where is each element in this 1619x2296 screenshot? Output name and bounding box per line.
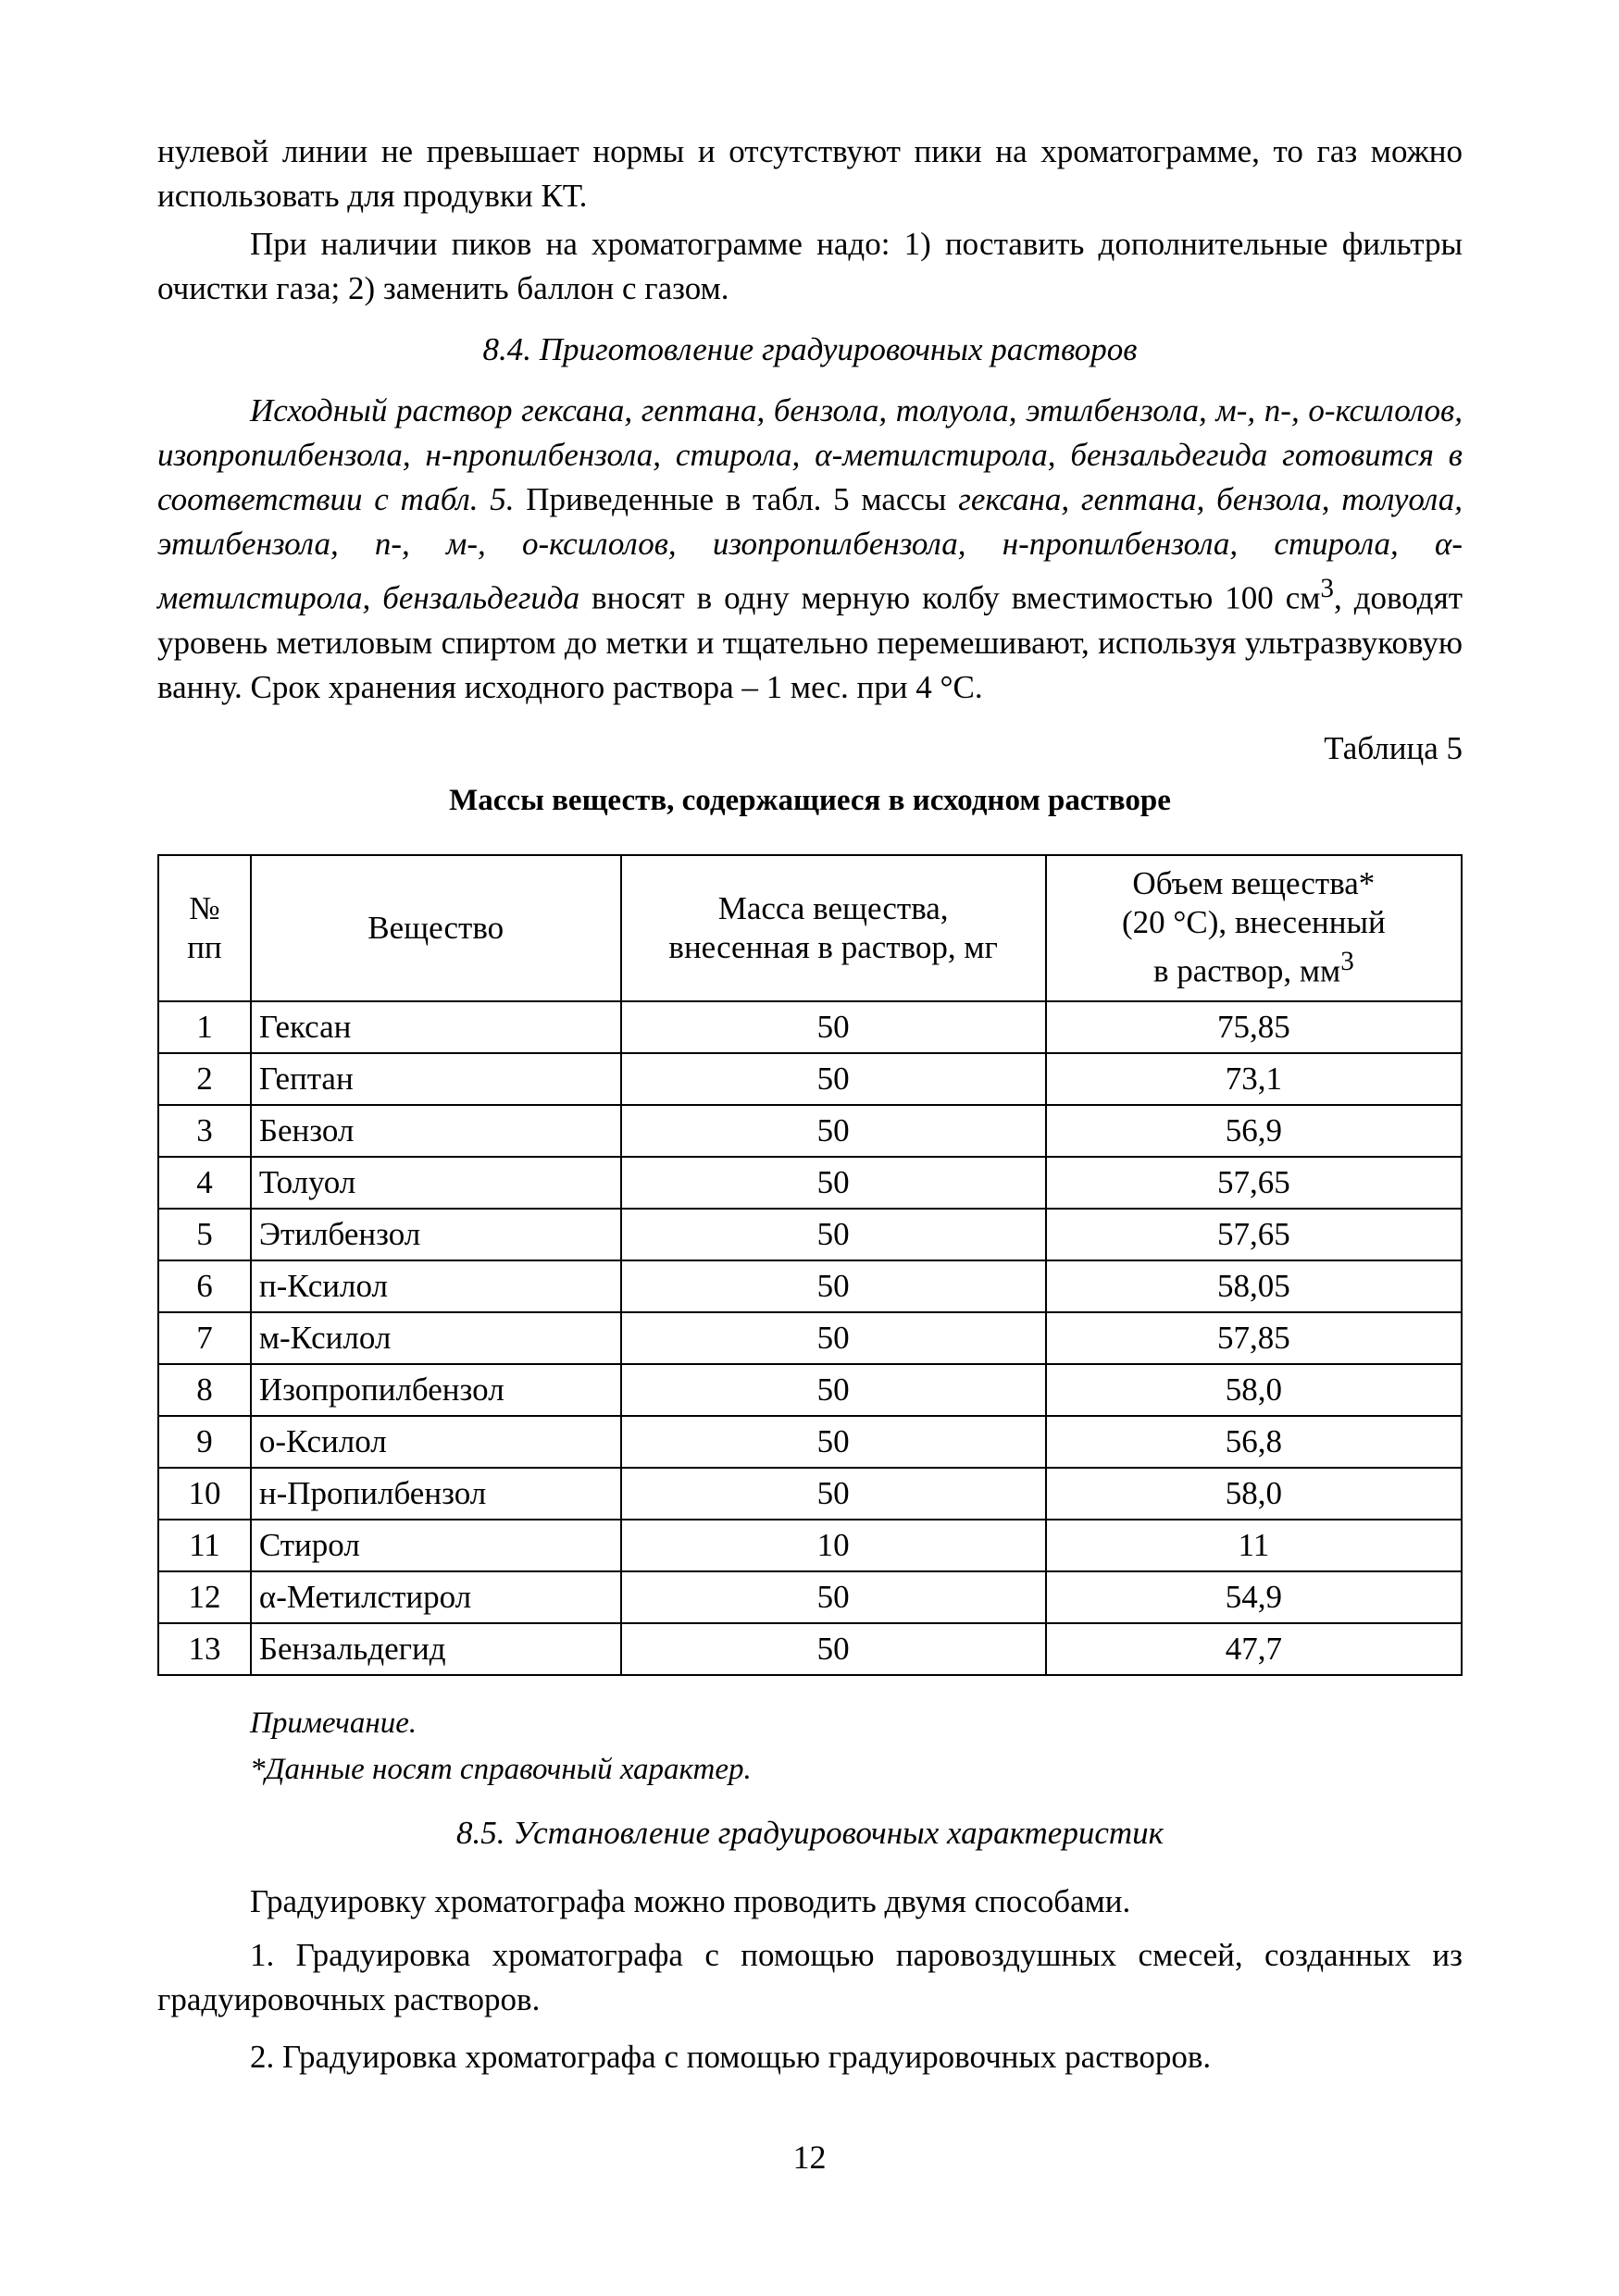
header-substance: Вещество bbox=[251, 855, 621, 1001]
cell-mass: 50 bbox=[621, 1416, 1046, 1468]
cell-substance: Бензол bbox=[251, 1105, 621, 1157]
paragraph-method-2: 2. Градуировка хроматографа с помощью градуировочных растворов. bbox=[250, 2038, 1212, 2075]
stock-solution-text-b: вносят в одну мерную колбу вместимостью 100 см bbox=[579, 579, 1321, 616]
table-row bbox=[158, 1001, 1462, 1053]
cell-substance: Стирол bbox=[251, 1520, 621, 1571]
section-heading-8-5: 8.5. Установление градуировочных характеристик bbox=[455, 1814, 1164, 1851]
header-number bbox=[158, 855, 251, 1001]
cell-number: 1 bbox=[158, 1001, 251, 1053]
cell-mass: 50 bbox=[621, 1468, 1046, 1520]
header-number-line2: пп bbox=[187, 928, 222, 965]
cell-number: 13 bbox=[158, 1623, 251, 1675]
cell-mass: 50 bbox=[621, 1364, 1046, 1416]
cell-mass: 50 bbox=[621, 1105, 1046, 1157]
cell-substance: Бензальдегид bbox=[251, 1623, 621, 1675]
table-row bbox=[158, 1416, 1462, 1468]
table-row bbox=[158, 1105, 1462, 1157]
table-row bbox=[158, 1209, 1462, 1260]
cell-substance: н-Пропилбензол bbox=[251, 1468, 621, 1520]
section-heading-8-4: 8.4. Приготовление градуировочных растворов bbox=[482, 331, 1138, 367]
cell-mass: 50 bbox=[621, 1312, 1046, 1364]
cell-number: 12 bbox=[158, 1571, 251, 1623]
cell-mass: 50 bbox=[621, 1260, 1046, 1312]
stock-solution-italic-b: гексана, гептана, бензола, толуола, этилбензола, п-, м-, о-ксилолов, изопропилбензола, н-пропилбензола, стирола, α-метилстирола, бензальдегида bbox=[157, 481, 1463, 616]
paragraph-continuation: нулевой линии не превышает нормы и отсутствуют пики на хроматограмме, то газ можно использовать для продувки КТ. bbox=[157, 133, 1463, 214]
header-volume-sup: 3 bbox=[1340, 947, 1354, 977]
paragraph-method-1: 1. Градуировка хроматографа с помощью паровоздушных смесей, созданных из градуировочных растворов. bbox=[157, 1936, 1463, 2017]
cell-volume: 47,7 bbox=[1046, 1623, 1462, 1675]
cell-substance: о-Ксилол bbox=[251, 1416, 621, 1468]
cell-mass: 50 bbox=[621, 1157, 1046, 1209]
cell-number: 5 bbox=[158, 1209, 251, 1260]
cell-volume: 58,0 bbox=[1046, 1364, 1462, 1416]
table-note bbox=[250, 1700, 1463, 1793]
cell-volume: 11 bbox=[1046, 1520, 1462, 1571]
cell-mass: 10 bbox=[621, 1520, 1046, 1571]
header-mass-line1: Масса вещества, bbox=[717, 889, 949, 926]
table-header-row bbox=[158, 855, 1462, 1001]
header-volume-line2: (20 °С), внесенный bbox=[1121, 904, 1386, 941]
header-mass bbox=[621, 855, 1046, 1001]
stock-solution-text-a: Приведенные в табл. 5 массы bbox=[514, 481, 959, 517]
cell-number: 8 bbox=[158, 1364, 251, 1416]
cell-volume: 56,8 bbox=[1046, 1416, 1462, 1468]
masses-table bbox=[157, 854, 1463, 1676]
header-volume-line1: Объем вещества* bbox=[1132, 865, 1376, 902]
cell-substance: Гептан bbox=[251, 1053, 621, 1105]
page-number: 12 bbox=[792, 2139, 827, 2176]
header-volume bbox=[1046, 855, 1462, 1001]
cell-number: 7 bbox=[158, 1312, 251, 1364]
table-row bbox=[158, 1520, 1462, 1571]
table-row bbox=[158, 1623, 1462, 1675]
cell-volume: 54,9 bbox=[1046, 1571, 1462, 1623]
cell-volume: 56,9 bbox=[1046, 1105, 1462, 1157]
cell-mass: 50 bbox=[621, 1209, 1046, 1260]
table-row bbox=[158, 1053, 1462, 1105]
paragraph-stock-solution bbox=[157, 389, 1463, 710]
table-row bbox=[158, 1571, 1462, 1623]
stock-solution-text-c: , доводят уровень метиловым спиртом до метки и тщательно перемешивают, используя ультразвуковую ванну. Срок хранения исходного раствора – 1 мес. при 4 °С. bbox=[157, 579, 1463, 705]
cell-mass: 50 bbox=[621, 1001, 1046, 1053]
cell-mass: 50 bbox=[621, 1571, 1046, 1623]
cell-volume: 58,05 bbox=[1046, 1260, 1462, 1312]
document-page bbox=[157, 130, 1463, 2079]
table-row bbox=[158, 1364, 1462, 1416]
cell-number: 6 bbox=[158, 1260, 251, 1312]
table-row bbox=[158, 1157, 1462, 1209]
cell-mass: 50 bbox=[621, 1623, 1046, 1675]
cell-volume: 57,65 bbox=[1046, 1157, 1462, 1209]
paragraph-peaks: При наличии пиков на хроматограмме надо: 1) поставить дополнительные фильтры очистки газа; 2) заменить баллон с газом. bbox=[157, 226, 1463, 306]
table-number: Таблица 5 bbox=[1324, 729, 1463, 766]
cell-volume: 57,65 bbox=[1046, 1209, 1462, 1260]
table-row bbox=[158, 1312, 1462, 1364]
cell-substance: п-Ксилол bbox=[251, 1260, 621, 1312]
note-label: Примечание. bbox=[250, 1706, 417, 1740]
cell-volume: 58,0 bbox=[1046, 1468, 1462, 1520]
cell-substance: Гексан bbox=[251, 1001, 621, 1053]
cell-substance: Толуол bbox=[251, 1157, 621, 1209]
cell-substance: м-Ксилол bbox=[251, 1312, 621, 1364]
header-mass-line2: внесенная в раствор, мг bbox=[668, 928, 998, 965]
header-number-line1: № bbox=[189, 889, 220, 926]
paragraph-calibration-methods: Градуировку хроматографа можно проводить двумя способами. bbox=[250, 1882, 1131, 1919]
cell-substance: Изопропилбензол bbox=[251, 1364, 621, 1416]
cell-volume: 75,85 bbox=[1046, 1001, 1462, 1053]
superscript-three: 3 bbox=[1320, 574, 1334, 603]
cell-number: 3 bbox=[158, 1105, 251, 1157]
cell-number: 4 bbox=[158, 1157, 251, 1209]
table-row bbox=[158, 1260, 1462, 1312]
table-row bbox=[158, 1468, 1462, 1520]
cell-number: 10 bbox=[158, 1468, 251, 1520]
cell-substance: Этилбензол bbox=[251, 1209, 621, 1260]
cell-mass: 50 bbox=[621, 1053, 1046, 1105]
table-title: Массы веществ, содержащиеся в исходном растворе bbox=[449, 783, 1171, 817]
cell-number: 11 bbox=[158, 1520, 251, 1571]
cell-volume: 57,85 bbox=[1046, 1312, 1462, 1364]
stock-solution-italic-a: Исходный раствор гексана, гептана, бензола, толуола, этилбензола, м-, п-, о-ксилолов, изопропилбензола, н-пропилбензола, стирола, α-метилстирола, бензальдегида готовится в соответствии с табл. 5. bbox=[157, 392, 1463, 517]
note-text: *Данные носят справочный характер. bbox=[250, 1752, 752, 1786]
header-volume-line3: в раствор, мм bbox=[1152, 952, 1341, 989]
cell-number: 2 bbox=[158, 1053, 251, 1105]
cell-number: 9 bbox=[158, 1416, 251, 1468]
cell-substance: α-Метилстирол bbox=[251, 1571, 621, 1623]
cell-volume: 73,1 bbox=[1046, 1053, 1462, 1105]
